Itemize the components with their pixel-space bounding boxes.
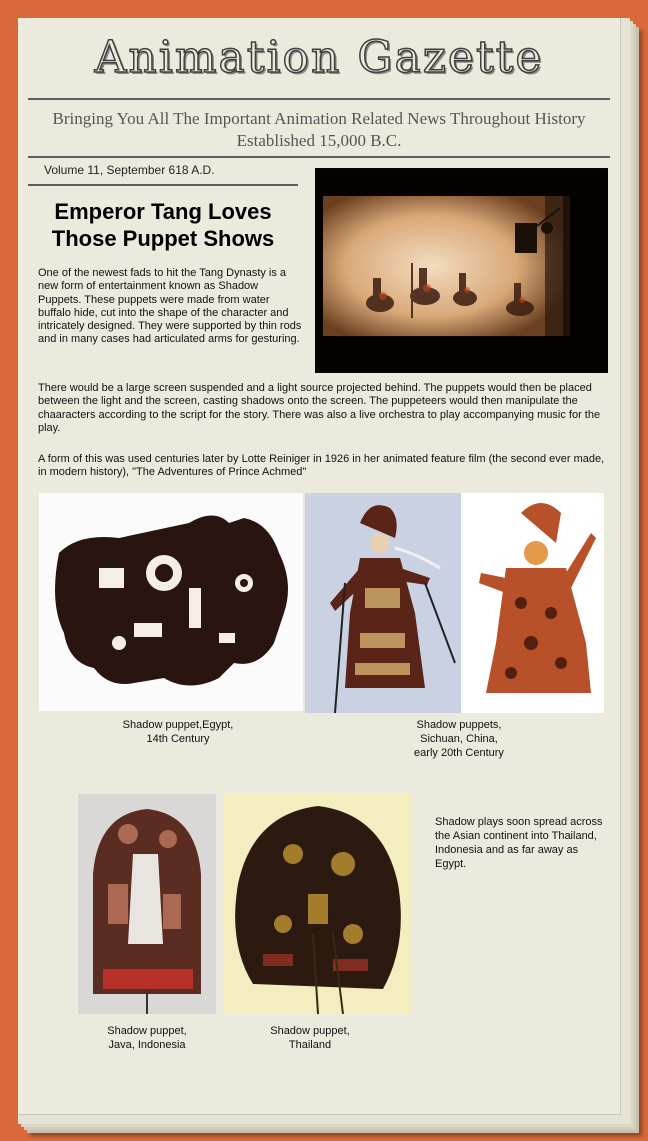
article-paragraph-1: One of the newest fads to hit the Tang Dynasty is a new form of entertainment known as Shadow Puppets. These puppets were made from water buffalo hide, cut into the shape of the character and intricately designed. They were supported by thin rods and in many cases had articulated arms for gesturing. <box>38 267 302 346</box>
masthead-rule-top <box>28 98 610 100</box>
caption-java <box>67 1024 227 1052</box>
caption-egypt-line-2: 14th Century <box>146 733 210 745</box>
article-paragraph-2: There would be a large screen suspended and a light source projected behind. The puppets would then be placed between the light and the screen, casting shadows onto the screen. The puppeteers would then manipulate the chaaracters according to the script for the story. There was also a live orchestra to play accompanying music for the play. <box>38 382 601 434</box>
masthead-established: Established 15,000 B.C. <box>236 131 402 150</box>
shadow-theater-photo <box>315 168 608 373</box>
side-note: Shadow plays soon spread across the Asian continent into Thailand, Indonesia and as far away as Egypt. <box>435 816 603 870</box>
sichuan-puppet-photo-2 <box>461 493 604 713</box>
caption-sichuan-line-2: Sichuan, China, <box>420 733 498 745</box>
caption-thailand-line-2: Thailand <box>288 1039 332 1051</box>
thailand-puppet-photo <box>223 794 411 1014</box>
issue-volume: Volume 11, September 618 A.D. <box>44 163 215 177</box>
caption-thailand-line-1: Shadow puppet, <box>270 1025 350 1037</box>
volume-rule <box>28 184 298 186</box>
caption-sichuan-line-3: early 20th Century <box>414 747 504 759</box>
caption-sichuan <box>359 718 559 760</box>
caption-sichuan-line-1: Shadow puppets, <box>416 719 502 731</box>
egypt-puppet-photo <box>39 493 303 711</box>
caption-egypt-line-1: Shadow puppet,Egypt, <box>122 719 234 731</box>
article-headline <box>28 198 298 252</box>
caption-egypt <box>78 718 278 746</box>
java-puppet-photo <box>78 794 216 1014</box>
masthead-tagline: Bringing You All The Important Animation Related News Throughout History <box>52 109 586 128</box>
newspaper-page <box>18 18 621 1115</box>
masthead-rule-bottom <box>28 156 610 158</box>
sichuan-puppet-photo <box>305 493 461 713</box>
masthead-title: Animation Gazette <box>94 32 544 83</box>
caption-java-line-2: Java, Indonesia <box>108 1039 186 1051</box>
headline-line-1: Emperor Tang Loves <box>54 199 272 224</box>
headline-line-2: Those Puppet Shows <box>51 226 275 251</box>
caption-thailand <box>230 1024 390 1052</box>
caption-java-line-1: Shadow puppet, <box>107 1025 187 1037</box>
article-paragraph-3: A form of this was used centuries later by Lotte Reiniger in 1926 in her animated feature film (the second ever made, in modern history), "The Adventures of Prince Achmed" <box>38 453 605 479</box>
